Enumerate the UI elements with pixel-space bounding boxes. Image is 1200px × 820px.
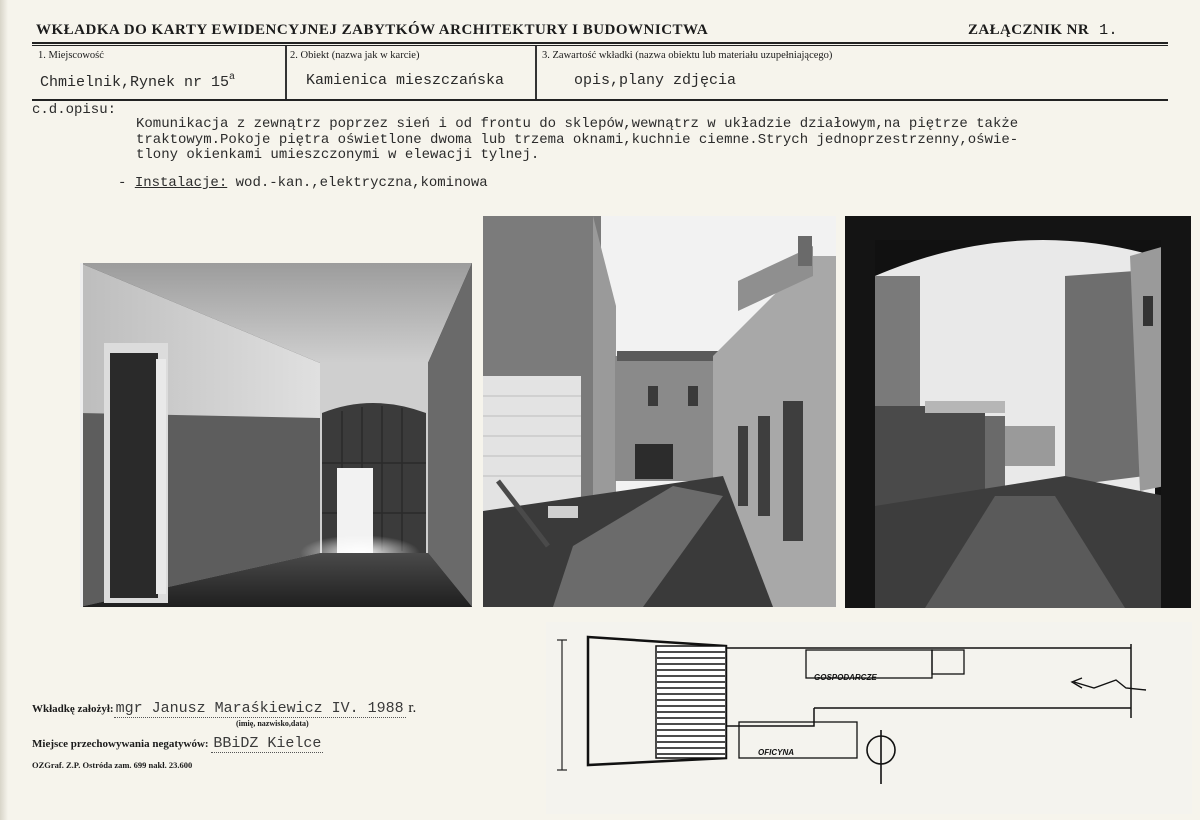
photo-courtyard-image <box>483 216 836 607</box>
photo-passage-interior <box>80 263 472 607</box>
locality-value <box>40 72 235 91</box>
prepared-by-value: mgr Janusz Maraśkiewicz IV. 1988 <box>115 700 404 717</box>
installations-dash: - <box>118 175 127 191</box>
locality-label: 1. Miejscowość <box>38 50 104 61</box>
attachment-value: 1. <box>1099 22 1118 39</box>
locality-text: Chmielnik,Rynek nr 15 <box>40 74 230 91</box>
header-rule <box>32 42 1168 44</box>
installations-value: wod.-kan.,elektryczna,kominowa <box>235 175 488 191</box>
plan-label-annex: OFICYNA <box>758 748 794 757</box>
photo-passage-image <box>80 263 472 607</box>
prepared-by-suffix: r. <box>408 700 417 716</box>
negatives-label: Miejsce przechowywania negatywów: <box>32 738 209 750</box>
printer-note: OZGraf. Z.P. Ostróda zam. 699 nakł. 23.600 <box>32 760 193 770</box>
content-label: 3. Zawartość wkładki (nazwa obiektu lub materiału uzupełniającego) <box>542 50 833 61</box>
description-text <box>136 117 1186 164</box>
sheet-title: WKŁADKA DO KARTY EWIDENCYJNEJ ZABYTKÓW ARCHITEKTURY I BUDOWNICTWA <box>36 22 709 38</box>
attachment-number <box>968 22 1118 39</box>
prepared-by-line <box>32 700 416 717</box>
fields-rule <box>32 99 1168 101</box>
object-value: Kamienica mieszczańska <box>306 72 505 89</box>
locality-superscript: a <box>229 72 236 83</box>
description-line: traktowym.Pokoje piętra oświetlone dwoma lub trzema oknami,kuchnie ciemne.Strych jednoprzestrzenny,oświe- <box>136 131 1019 148</box>
description-line: Komunikacja z zewnątrz poprzez sień i od frontu do sklepów,wewnątrz w układzie działowym,na piętrze także <box>136 116 1019 132</box>
content-value: opis,plany zdjęcia <box>574 72 737 89</box>
continuation-label: c.d.opisu: <box>32 102 117 118</box>
prepared-by-note: (imię, nazwisko,data) <box>236 719 309 728</box>
negatives-line <box>32 735 323 752</box>
photo-courtyard <box>483 216 836 607</box>
sheet-edge <box>0 0 8 820</box>
description-line: tlony okienkami umieszczonymi w elewacji tylnej. <box>136 147 540 163</box>
photo-archway-yard <box>845 216 1191 608</box>
field-separator <box>285 46 287 100</box>
site-plan <box>546 622 1192 814</box>
header-rule-thin <box>32 45 1168 46</box>
attachment-label: ZAŁĄCZNIK NR <box>968 22 1090 38</box>
field-separator <box>535 46 537 100</box>
prepared-by-label: Wkładkę założył: <box>32 703 114 715</box>
installations-label: Instalacje: <box>134 175 228 191</box>
object-label: 2. Obiekt (nazwa jak w karcie) <box>290 50 420 61</box>
negatives-value: BBiDZ Kielce <box>213 735 322 752</box>
site-plan-drawing <box>546 622 1192 814</box>
photo-archway-image <box>845 216 1191 608</box>
plan-label-outbuildings: GOSPODARCZE <box>814 673 877 682</box>
installations <box>118 175 488 191</box>
